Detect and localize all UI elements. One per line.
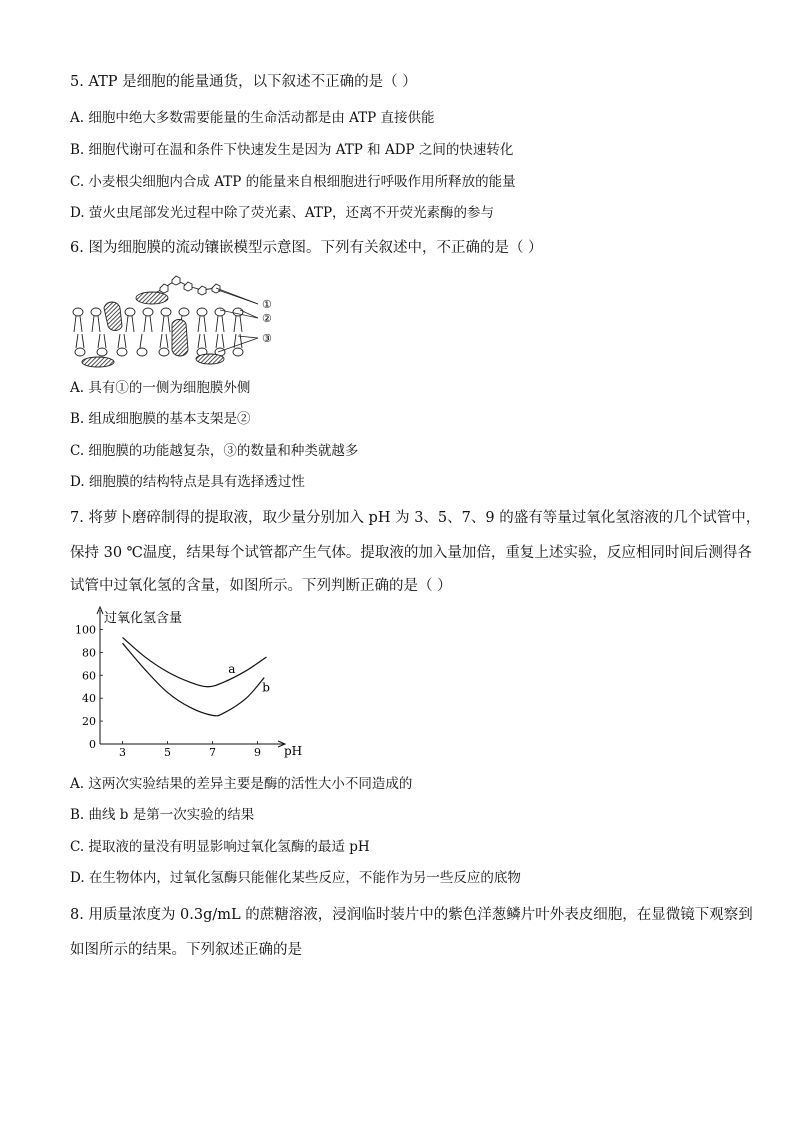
q6-option-d: D. 细胞膜的结构特点是具有选择透过性 <box>70 474 305 490</box>
cell-membrane-diagram <box>68 266 288 370</box>
q8-stem-line-2: 如图所示的结果。下列叙述正确的是 <box>70 942 302 958</box>
outer-lipid-layer <box>73 308 243 332</box>
x-tick-label: 5 <box>164 746 171 759</box>
y-tick-label: 100 <box>75 623 96 637</box>
q5-option-a: A. 细胞中绝大多数需要能量的生命活动都是由 ATP 直接供能 <box>70 110 435 126</box>
q8-stem-line-1: 8. 用质量浓度为 0.3g/mL 的蔗糖溶液，浸润临时装片中的紫色洋葱鳞片叶外表皮细胞，在显微镜下观察到 <box>70 907 753 923</box>
hydrogen-peroxide-chart <box>70 604 303 764</box>
q7-option-a: A. 这两次实验结果的差异主要是酶的活性大小不同造成的 <box>70 776 413 792</box>
x-tick-label: 9 <box>254 746 261 759</box>
series-label-a: a <box>228 661 236 676</box>
q7-option-b: B. 曲线 b 是第一次实验的结果 <box>70 807 255 823</box>
x-tick-label: 7 <box>209 746 216 759</box>
x-axis-label: pH <box>284 744 303 758</box>
y-tick-label: 60 <box>82 669 96 683</box>
q7-option-c: C. 提取液的量没有明显影响过氧化氢酶的最适 pH <box>70 839 370 855</box>
series-line-b <box>123 643 265 716</box>
q6-option-a: A. 具有①的一侧为细胞膜外侧 <box>70 380 251 396</box>
q5-option-b: B. 细胞代谢可在温和条件下快速发生是因为 ATP 和 ADP 之间的快速转化 <box>70 142 514 158</box>
q6-option-c: C. 细胞膜的功能越复杂，③的数量和种类就越多 <box>70 443 359 459</box>
y-axis-label: 过氧化氢含量 <box>104 611 183 626</box>
inner-lipid-layer <box>75 334 243 356</box>
q7-stem-line-2: 保持 30 ℃温度，结果每个试管都产生气体。提取液的加入量加倍，重复上述实验，反应相同时间后测得各 <box>70 545 752 561</box>
y-tick-label: 40 <box>82 692 96 706</box>
q6-option-b: B. 组成细胞膜的基本支架是② <box>70 411 251 427</box>
series-label-b: b <box>262 680 270 695</box>
y-tick-label: 0 <box>89 738 96 751</box>
q7-stem-line-3: 试管中过氧化氢的含量，如图所示。下列判断正确的是（ ） <box>70 578 452 594</box>
y-tick-label: 80 <box>82 646 96 660</box>
q6-stem: 6. 图为细胞膜的流动镶嵌模型示意图。下列有关叙述中，不正确的是（ ） <box>70 240 543 256</box>
diagram-label-2: ② <box>262 312 272 325</box>
x-tick-label: 3 <box>119 746 126 759</box>
q5-stem: 5. ATP 是细胞的能量通货，以下叙述不正确的是（ ） <box>70 74 417 90</box>
series-line-a <box>123 637 267 686</box>
diagram-label-3: ③ <box>262 332 272 345</box>
q5-option-d: D. 萤火虫尾部发光过程中除了荧光素、ATP，还离不开荧光素酶的参与 <box>70 205 495 221</box>
q7-stem-line-1: 7. 将萝卜磨碎制得的提取液，取少量分别加入 pH 为 3、5、7、9 的盛有等量过氧化氢溶液的几个试管中， <box>70 510 761 526</box>
diagram-label-1: ① <box>262 298 272 311</box>
q5-option-c: C. 小麦根尖细胞内合成 ATP 的能量来自根细胞进行呼吸作用所释放的能量 <box>70 174 516 190</box>
q7-option-d: D. 在生物体内，过氧化氢酶只能催化某些反应，不能作为另一些反应的底物 <box>70 870 521 886</box>
y-tick-label: 20 <box>82 715 96 729</box>
